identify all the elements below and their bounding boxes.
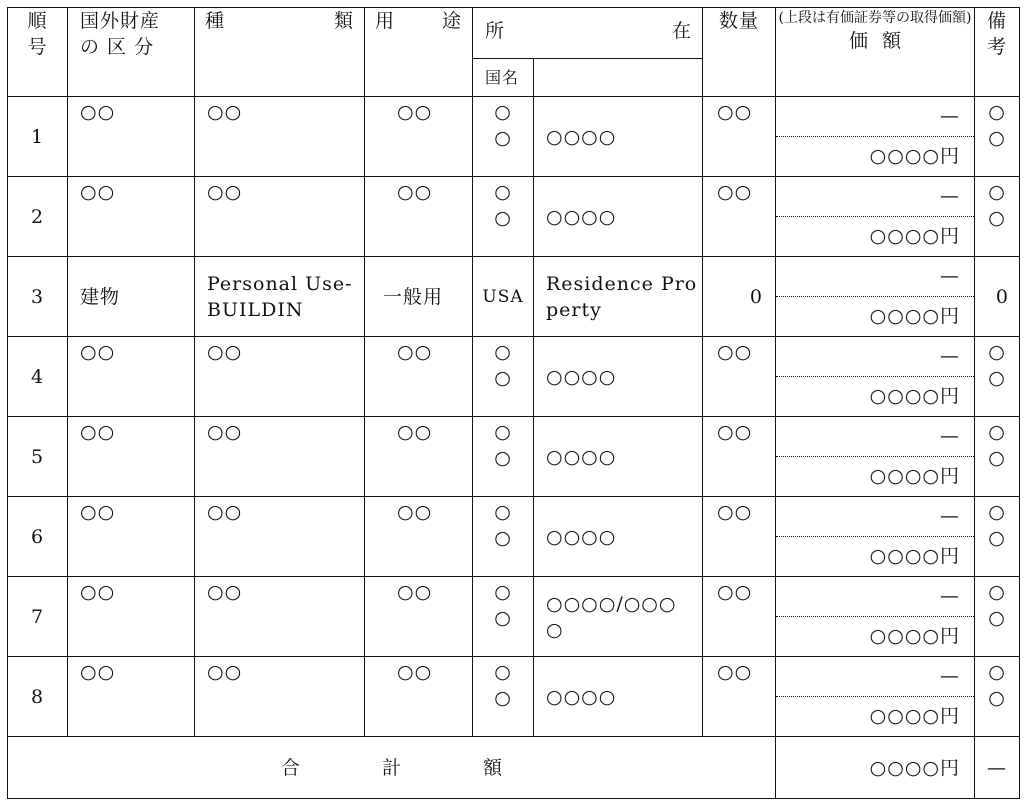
row-country-line1: ○	[494, 661, 512, 683]
row-quantity: ○○	[703, 97, 776, 177]
total-label	[8, 737, 776, 799]
row-address: ○○○○	[534, 657, 703, 737]
row-remark-line1: ○	[988, 501, 1006, 523]
row-price	[776, 257, 975, 337]
header-price-label: 価額	[848, 30, 915, 52]
row-country	[473, 577, 534, 657]
row-country	[473, 97, 534, 177]
total-label-char3: 額	[483, 756, 503, 779]
row-use: ○○	[365, 97, 473, 177]
header-use-char1: 用	[375, 10, 396, 32]
price-divider	[776, 376, 974, 377]
foreign-assets-statement	[7, 7, 1019, 797]
row-remark-line1: ○	[988, 581, 1006, 603]
table-row	[8, 177, 1020, 257]
row-remark	[975, 577, 1020, 657]
table-row	[8, 417, 1020, 497]
row-remark-line2: ○	[988, 607, 1006, 629]
total-label-char2: 計	[381, 756, 401, 779]
table-row	[8, 337, 1020, 417]
row-quantity: ○○	[703, 577, 776, 657]
row-address-text: Residence Property	[546, 272, 698, 321]
row-use: ○○	[365, 177, 473, 257]
row-seq: 4	[8, 337, 68, 417]
header-seq	[8, 8, 68, 97]
row-address: ○○○○	[534, 97, 703, 177]
header-category-line1: 国外財産	[80, 10, 161, 32]
table-row	[8, 657, 1020, 737]
total-label-char1: 合	[280, 756, 300, 779]
row-category: ○○	[68, 417, 195, 497]
row-price	[776, 657, 975, 737]
row-kind: ○○	[195, 97, 365, 177]
row-country-line1: ○	[494, 421, 512, 443]
row-price-value: ○○○○円	[869, 305, 960, 327]
row-address	[534, 257, 703, 337]
row-kind: ○○	[195, 417, 365, 497]
table-row	[8, 577, 1020, 657]
row-address-text: ○○○○/○○○○	[546, 592, 677, 641]
price-divider	[776, 616, 974, 617]
row-price-value: ○○○○円	[869, 465, 960, 487]
header-use-char2: 途	[441, 10, 462, 32]
header-location-char1: 所	[485, 20, 506, 42]
row-price-top: —	[940, 585, 960, 607]
header-price	[776, 8, 975, 97]
row-address: ○○○○	[534, 177, 703, 257]
row-price-top: —	[940, 345, 960, 367]
row-country-line2: ○	[494, 367, 512, 389]
row-country-line2: ○	[494, 447, 512, 469]
row-remark-line2: ○	[988, 447, 1006, 469]
row-kind: ○○	[195, 497, 365, 577]
row-country	[473, 417, 534, 497]
row-country-line1: ○	[494, 341, 512, 363]
row-price-value: ○○○○円	[869, 225, 960, 247]
row-remark	[975, 97, 1020, 177]
row-use: ○○	[365, 657, 473, 737]
row-remark	[975, 177, 1020, 257]
table-row	[8, 497, 1020, 577]
row-kind: ○○	[195, 177, 365, 257]
row-remark-line1: ○	[988, 101, 1006, 123]
price-divider	[776, 696, 974, 697]
header-quantity: 数量	[703, 8, 776, 97]
row-country	[473, 337, 534, 417]
row-price-value: ○○○○円	[869, 625, 960, 647]
row-seq: 5	[8, 417, 68, 497]
header-location-char2: 在	[671, 20, 692, 42]
header-category	[68, 8, 195, 97]
header-address-blank	[534, 59, 703, 97]
row-country	[473, 177, 534, 257]
row-remark	[975, 657, 1020, 737]
header-remark	[975, 8, 1020, 97]
total-remark: —	[975, 737, 1020, 799]
row-quantity: ○○	[703, 177, 776, 257]
header-row	[8, 8, 1020, 59]
row-address: ○○○○	[534, 497, 703, 577]
header-remark-line2: 考	[986, 36, 1007, 58]
row-kind: ○○	[195, 577, 365, 657]
row-remark: 0	[975, 257, 1020, 337]
header-kind-char1: 種	[205, 10, 226, 32]
header-remark-line1: 備	[986, 10, 1007, 32]
row-category: ○○	[68, 177, 195, 257]
row-remark-line2: ○	[988, 207, 1006, 229]
row-kind	[195, 257, 365, 337]
row-use: ○○	[365, 577, 473, 657]
price-divider	[776, 136, 974, 137]
row-quantity: ○○	[703, 497, 776, 577]
price-divider	[776, 536, 974, 537]
row-use: 一般用	[365, 257, 473, 337]
price-divider	[776, 216, 974, 217]
row-country-line2: ○	[494, 607, 512, 629]
row-remark-line1: ○	[988, 421, 1006, 443]
row-remark-line1: ○	[988, 181, 1006, 203]
row-address	[534, 577, 703, 657]
row-kind-text: Personal Use-BUILDIN	[207, 272, 353, 321]
row-price-value: ○○○○円	[869, 545, 960, 567]
row-country	[473, 497, 534, 577]
row-price-top: —	[940, 505, 960, 527]
row-remark	[975, 417, 1020, 497]
row-price	[776, 497, 975, 577]
header-kind-char2: 類	[333, 10, 354, 32]
header-seq-line2: 号	[27, 36, 48, 58]
row-country-line1: ○	[494, 581, 512, 603]
row-remark-line2: ○	[988, 527, 1006, 549]
row-category: ○○	[68, 97, 195, 177]
row-price	[776, 337, 975, 417]
header-kind	[195, 8, 365, 97]
header-use	[365, 8, 473, 97]
header-price-note: (上段は有価証券等の取得価額)	[778, 10, 972, 26]
header-location	[473, 8, 703, 59]
row-remark-line2: ○	[988, 127, 1006, 149]
row-category: ○○	[68, 497, 195, 577]
row-seq: 2	[8, 177, 68, 257]
row-quantity: ○○	[703, 657, 776, 737]
row-country-line1: ○	[494, 181, 512, 203]
row-remark-line2: ○	[988, 367, 1006, 389]
price-divider	[776, 456, 974, 457]
row-quantity: ○○	[703, 337, 776, 417]
row-price-top: —	[940, 425, 960, 447]
total-row	[8, 737, 1020, 799]
header-category-line2: の 区 分	[80, 36, 155, 58]
row-address: ○○○○	[534, 417, 703, 497]
row-price-value: ○○○○円	[869, 705, 960, 727]
row-category: ○○	[68, 577, 195, 657]
row-price-value: ○○○○円	[869, 145, 960, 167]
row-seq: 8	[8, 657, 68, 737]
row-address: ○○○○	[534, 337, 703, 417]
table-row	[8, 257, 1020, 337]
header-country: 国名	[473, 59, 534, 97]
row-price	[776, 577, 975, 657]
row-use: ○○	[365, 417, 473, 497]
row-seq: 7	[8, 577, 68, 657]
row-country-line1: ○	[494, 101, 512, 123]
total-price: ○○○○円	[776, 737, 975, 799]
row-country-line1: ○	[494, 501, 512, 523]
row-country	[473, 657, 534, 737]
row-category: 建物	[68, 257, 195, 337]
row-remark	[975, 497, 1020, 577]
row-remark-line1: ○	[988, 341, 1006, 363]
row-quantity: ○○	[703, 417, 776, 497]
row-country-line2: ○	[494, 207, 512, 229]
row-use: ○○	[365, 337, 473, 417]
assets-table	[7, 7, 1020, 799]
price-divider	[776, 296, 974, 297]
row-price	[776, 177, 975, 257]
row-remark	[975, 337, 1020, 417]
row-country-line2: ○	[494, 527, 512, 549]
row-country: USA	[473, 257, 534, 337]
row-price	[776, 97, 975, 177]
table-row	[8, 97, 1020, 177]
row-category: ○○	[68, 337, 195, 417]
row-use: ○○	[365, 497, 473, 577]
row-seq: 1	[8, 97, 68, 177]
row-category: ○○	[68, 657, 195, 737]
row-kind: ○○	[195, 657, 365, 737]
row-price-top: —	[940, 185, 960, 207]
header-seq-line1: 順	[27, 10, 48, 32]
row-country-line2: ○	[494, 127, 512, 149]
row-price-top: —	[940, 265, 960, 287]
row-remark-line2: ○	[988, 687, 1006, 709]
row-price-value: ○○○○円	[869, 385, 960, 407]
row-country-line2: ○	[494, 687, 512, 709]
row-price-top: —	[940, 105, 960, 127]
row-remark-line1: ○	[988, 661, 1006, 683]
row-price	[776, 417, 975, 497]
row-seq: 3	[8, 257, 68, 337]
row-seq: 6	[8, 497, 68, 577]
row-quantity: 0	[703, 257, 776, 337]
row-kind: ○○	[195, 337, 365, 417]
row-price-top: —	[940, 665, 960, 687]
